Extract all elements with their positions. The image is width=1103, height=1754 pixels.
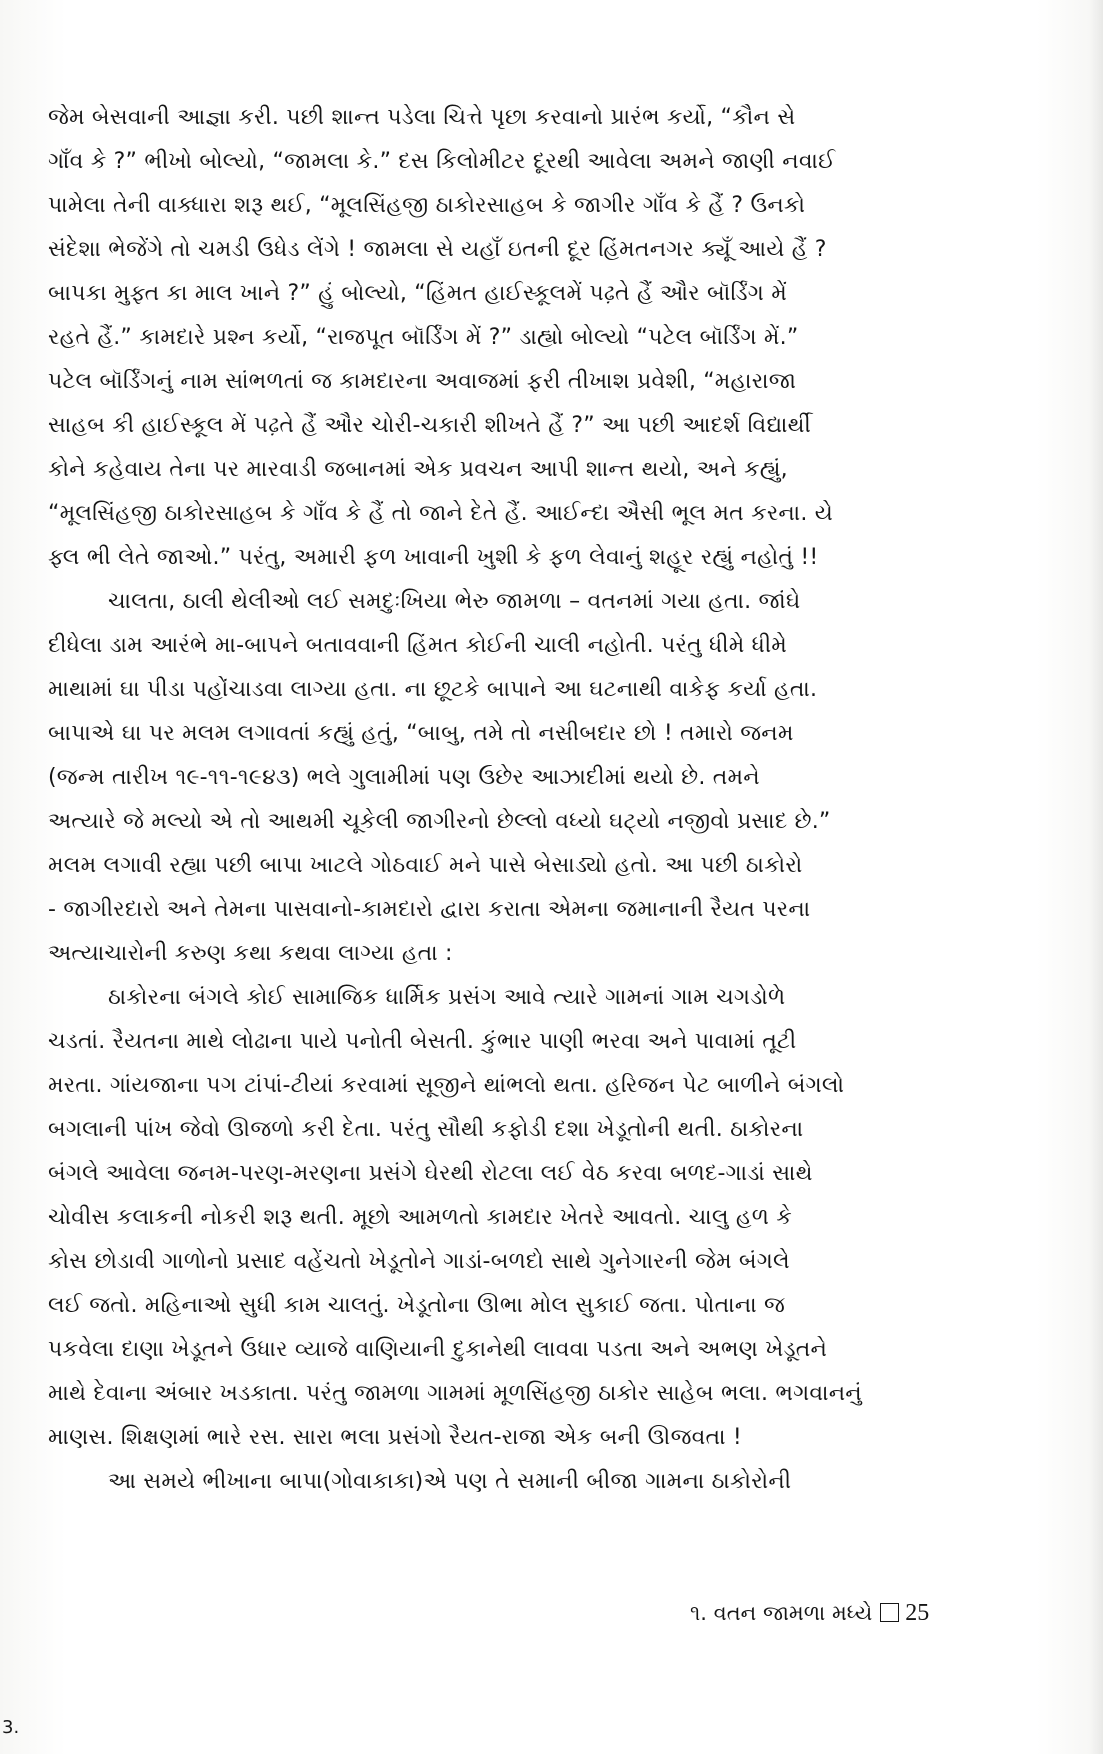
text-line: - જાગીરદારો અને તેમના પાસવાનો-કામદારો દ્વારા કરાતા એમના જમાનાની રૈયત પરના <box>48 897 811 922</box>
text-line: પટેલ બૉર્ડિંગનું નામ સાંભળતાં જ કામદારના અવાજમાં ફરી તીખાશ પ્રવેશી, “મહારાજા <box>48 369 797 394</box>
paragraph <box>48 976 1058 1460</box>
body-text <box>48 96 1058 1504</box>
text-line: બગલાની પાંખ જેવો ઊજળો કરી દેતા. પરંતુ સૌથી કફોડી દશા ખેડૂતોની થતી. ઠાકોરના <box>48 1117 804 1142</box>
text-line: આ સમયે ભીખાના બાપા(ગોવાકાકા)એ પણ તે સમાની બીજા ગામના ઠાકોરોની <box>108 1469 792 1494</box>
text-line: પકવેલા દાણા ખેડૂતને ઉધાર વ્યાજે વાણિયાની દુકાનેથી લાવવા પડતા અને અભણ ખેડૂતને <box>48 1337 828 1362</box>
text-line: ગાઁવ કે ?” ભીખો બોલ્યો, “જામલા કે.” દસ કિલોમીટર દૂરથી આવેલા અમને જાણી નવાઈ <box>48 149 836 174</box>
text-line: અત્યારે જે મલ્યો એ તો આથમી ચૂકેલી જાગીરનો છેલ્લો વધ્યો ઘટ્યો નજીવો પ્રસાદ છે.” <box>48 809 831 834</box>
text-line: ચોવીસ કલાકની નોકરી શરૂ થતી. મૂછો આમળતો કામદાર ખેતરે આવતો. ચાલુ હળ કે <box>48 1205 792 1230</box>
text-line: સંદેશા ભેજેંગે તો ચમડી ઉધેડ લેંગે ! જામલા સે યહાઁ ઇતની દૂર હિંમતનગર ક્યૂઁ આયે હૈં ? <box>48 237 827 262</box>
text-line: કોને કહેવાય તેના પર મારવાડી જબાનમાં એક પ્રવચન આપી શાન્ત થયો, અને કહ્યું, <box>48 457 788 482</box>
text-line: મરતા. ગાંયજાના પગ ટાંપાં-ટીયાં કરવામાં સૂજીને થાંભલો થતા. હરિજન પેટ બાળીને બંગલો <box>48 1073 845 1098</box>
text-line: ચડતાં. રૈયતના માથે લોઢાના પાયે પનોતી બેસતી. કુંભાર પાણી ભરવા અને પાવામાં તૂટી <box>48 1029 797 1054</box>
text-line: બાપકા મુફ્ત કા માલ ખાને ?” હું બોલ્યો, “હિંમત હાઈસ્કૂલમેં પઢ઼તે હૈં ઔર બૉર્ડિંગ મેં <box>48 281 787 306</box>
text-line: બંગલે આવેલા જનમ-પરણ-મરણના પ્રસંગે ઘેરથી રોટલા લઈ વેઠ કરવા બળદ-ગાડાં સાથે <box>48 1161 813 1186</box>
page-number: 25 <box>905 1600 930 1626</box>
text-line: ફ્લ ભી લેતે જાઓ.” પરંતુ, અમારી ફળ ખાવાની ખુશી કે ફળ લેવાનું શહૂર રહ્યું નહોતું !! <box>48 545 819 570</box>
text-line: દીધેલા ડામ આરંભે મા-બાપને બતાવવાની હિંમત કોઈની ચાલી નહોતી. પરંતુ ધીમે ધીમે <box>48 633 788 658</box>
text-line: ઠાકોરના બંગલે કોઈ સામાજિક ધાર્મિક પ્રસંગ આવે ત્યારે ગામનાં ગામ ચગડોળે <box>108 985 786 1010</box>
text-line: બાપાએ ઘા પર મલમ લગાવતાં કહ્યું હતું, “બાબુ, તમે તો નસીબદાર છો ! તમારો જનમ <box>48 721 794 746</box>
chapter-label: ૧. વતન જામળા મધ્યે <box>690 1601 873 1625</box>
text-line: “મૂલસિંહજી ઠાકોરસાહબ કે ગાઁવ કે હૈં તો જાને દેતે હૈં. આઈન્દા ઐસી ભૂલ મત કરના. યે <box>48 501 834 526</box>
text-line: અત્યાચારોની કરુણ કથા કથવા લાગ્યા હતા : <box>48 941 453 966</box>
text-line: માણસ. શિક્ષણમાં ભારે રસ. સારા ભલા પ્રસંગો રૈયત-રાજા એક બની ઊજવતા ! <box>48 1425 742 1450</box>
paragraph <box>48 580 1058 976</box>
text-line: માથામાં ઘા પીડા પહોંચાડવા લાગ્યા હતા. ના છૂટકે બાપાને આ ઘટનાથી વાકેફ કર્યા હતા. <box>48 677 818 702</box>
text-line: લઈ જતો. મહિનાઓ સુધી કામ ચાલતું. ખેડૂતોના ઊભા મોલ સુકાઈ જતા. પોતાના જ <box>48 1293 785 1318</box>
text-line: મલમ લગાવી રહ્યા પછી બાપા ખાટલે ગોઠવાઈ મને પાસે બેસાડ્યો હતો. આ પછી ઠાકોરો <box>48 853 803 878</box>
square-box-icon <box>880 1603 899 1622</box>
text-line: કોસ છોડાવી ગાળોનો પ્રસાદ વહેંચતો ખેડૂતોને ગાડાં-બળદો સાથે ગુનેગારની જેમ બંગલે <box>48 1249 790 1274</box>
scan-edge-shadow <box>1089 0 1103 1754</box>
text-line: જેમ બેસવાની આજ્ઞા કરી. પછી શાન્ત પડેલા ચિત્તે પૃછા કરવાનો પ્રારંભ કર્યો, “કૌન સે <box>48 105 796 130</box>
paragraph <box>48 96 1058 580</box>
text-line: ચાલતા, ઠાલી થેલીઓ લઈ સમદુઃખિયા ભેરુ જામળા – વતનમાં ગયા હતા. જાંઘે <box>108 589 801 614</box>
text-line: સાહબ કી હાઈસ્કૂલ મેં પઢ઼તે હૈં ઔર ચોરી-ચકારી શીખતે હૈં ?” આ પછી આદર્શ વિદ્યાર્થી <box>48 413 812 438</box>
text-line: માથે દેવાના અંબાર ખડકાતા. પરંતુ જામળા ગામમાં મૂળસિંહજી ઠાકોર સાહેબ ભલા. ભગવાનનું <box>48 1381 862 1406</box>
text-line: પામેલા તેની વાક્ધારા શરૂ થઈ, “મૂલસિંહજી ઠાકોરસાહબ કે જાગીર ગાઁવ કે હૈં ? ઉનકો <box>48 193 806 218</box>
text-line: રહતે હૈં.” કામદારે પ્રશ્ન કર્યો, “રાજપૂત બૉર્ડિંગ મેં ?” ડાહ્યો બોલ્યો “પટેલ બૉર્ડિંગ મેં.” <box>48 325 799 350</box>
page-footer <box>690 1595 929 1631</box>
stray-margin-mark: 3. <box>2 1717 20 1738</box>
text-line: (જન્મ તારીખ ૧૯-૧૧-૧૯૪૩) ભલે ગુલામીમાં પણ ઉછેર આઝાદીમાં થયો છે. તમને <box>48 765 760 790</box>
paragraph <box>48 1460 1058 1504</box>
